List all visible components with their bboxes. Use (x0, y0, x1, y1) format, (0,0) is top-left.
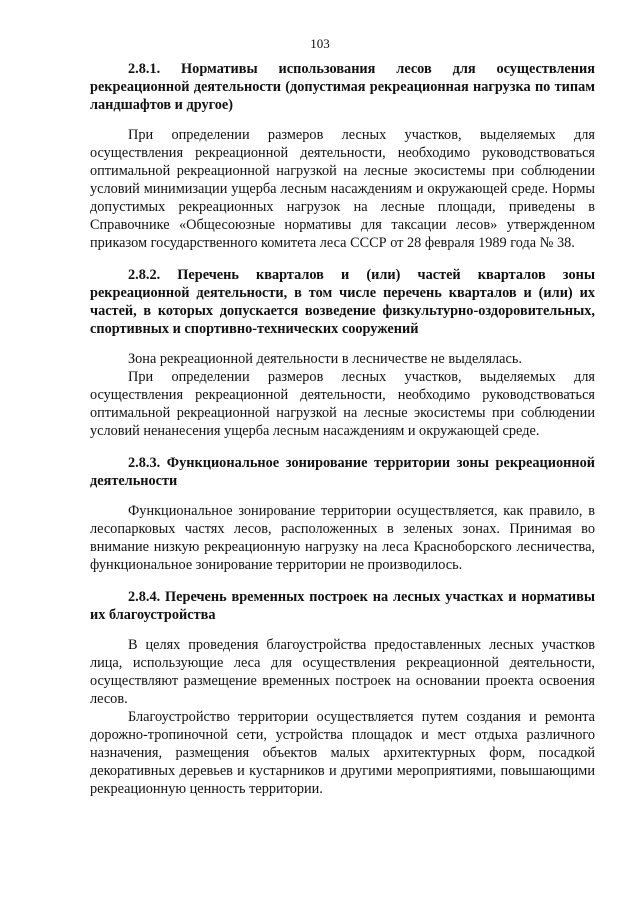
section-heading: 2.8.3. Функциональное зонирование территории зоны рекреационной деятельности (90, 455, 595, 489)
section-2-8-2 (90, 266, 595, 440)
paragraph: Благоустройство территории осуществляется путем создания и ремонта дорожно-тропиночной сети, устройства площадок и мест отдыха различного назначения, размещения объектов малых архитектурных форм, посадкой декоративных деревьев и кустарников и другими мероприятиями, повышающими рекреационную ценность территории. (90, 709, 595, 797)
section-heading: 2.8.4. Перечень временных построек на лесных участках и нормативы их благоустройства (90, 589, 595, 623)
section-heading: 2.8.2. Перечень кварталов и (или) частей кварталов зоны рекреационной деятельности, в том числе перечень кварталов и (или) их частей, в которых допускается возведение физкультурно-оздоровительных, спортивных и спортивно-технических сооружений (90, 267, 595, 337)
section-2-8-1 (90, 60, 595, 252)
paragraph: В целях проведения благоустройства предоставленных лесных участков лица, использующие леса для осуществления рекреационной деятельности, осуществляют размещение временных построек на основании проекта освоения лесов. (90, 637, 595, 707)
section-2-8-4 (90, 588, 595, 798)
section-2-8-3 (90, 454, 595, 574)
paragraph: Зона рекреационной деятельности в лесничестве не выделялась. (128, 351, 522, 367)
paragraph: Функциональное зонирование территории осуществляется, как правило, в лесопарковых частях лесов, расположенных в зеленых зонах. Принимая во внимание низкую рекреационную нагрузку на леса Красноборского лесничества, функциональное зонирование территории не производилось. (90, 503, 595, 573)
page-content (90, 60, 595, 798)
page-number: 103 (310, 36, 330, 51)
paragraph: При определении размеров лесных участков, выделяемых для осуществления рекреационной деятельности, необходимо руководствоваться оптимальной рекреационной нагрузкой на лесные экосистемы при соблюдении условий минимизации ущерба лесным насаждениям и окружающей среде. Нормы допустимых рекреационных нагрузок на лесные площади, приведены в Справочнике «Общесоюзные нормативы для таксации лесов» утвержденном приказом государственного комитета леса СССР от 28 февраля 1989 года № 38. (90, 127, 595, 251)
section-heading: 2.8.1. Нормативы использования лесов для осуществления рекреационной деятельности (допустимая рекреационная нагрузка по типам ландшафтов и другое) (90, 61, 595, 113)
paragraph: При определении размеров лесных участков, выделяемых для осуществления рекреационной деятельности, необходимо руководствоваться оптимальной рекреационной нагрузкой на лесные экосистемы при соблюдении условий ненанесения ущерба лесным насаждениям и окружающей среде. (90, 369, 595, 439)
